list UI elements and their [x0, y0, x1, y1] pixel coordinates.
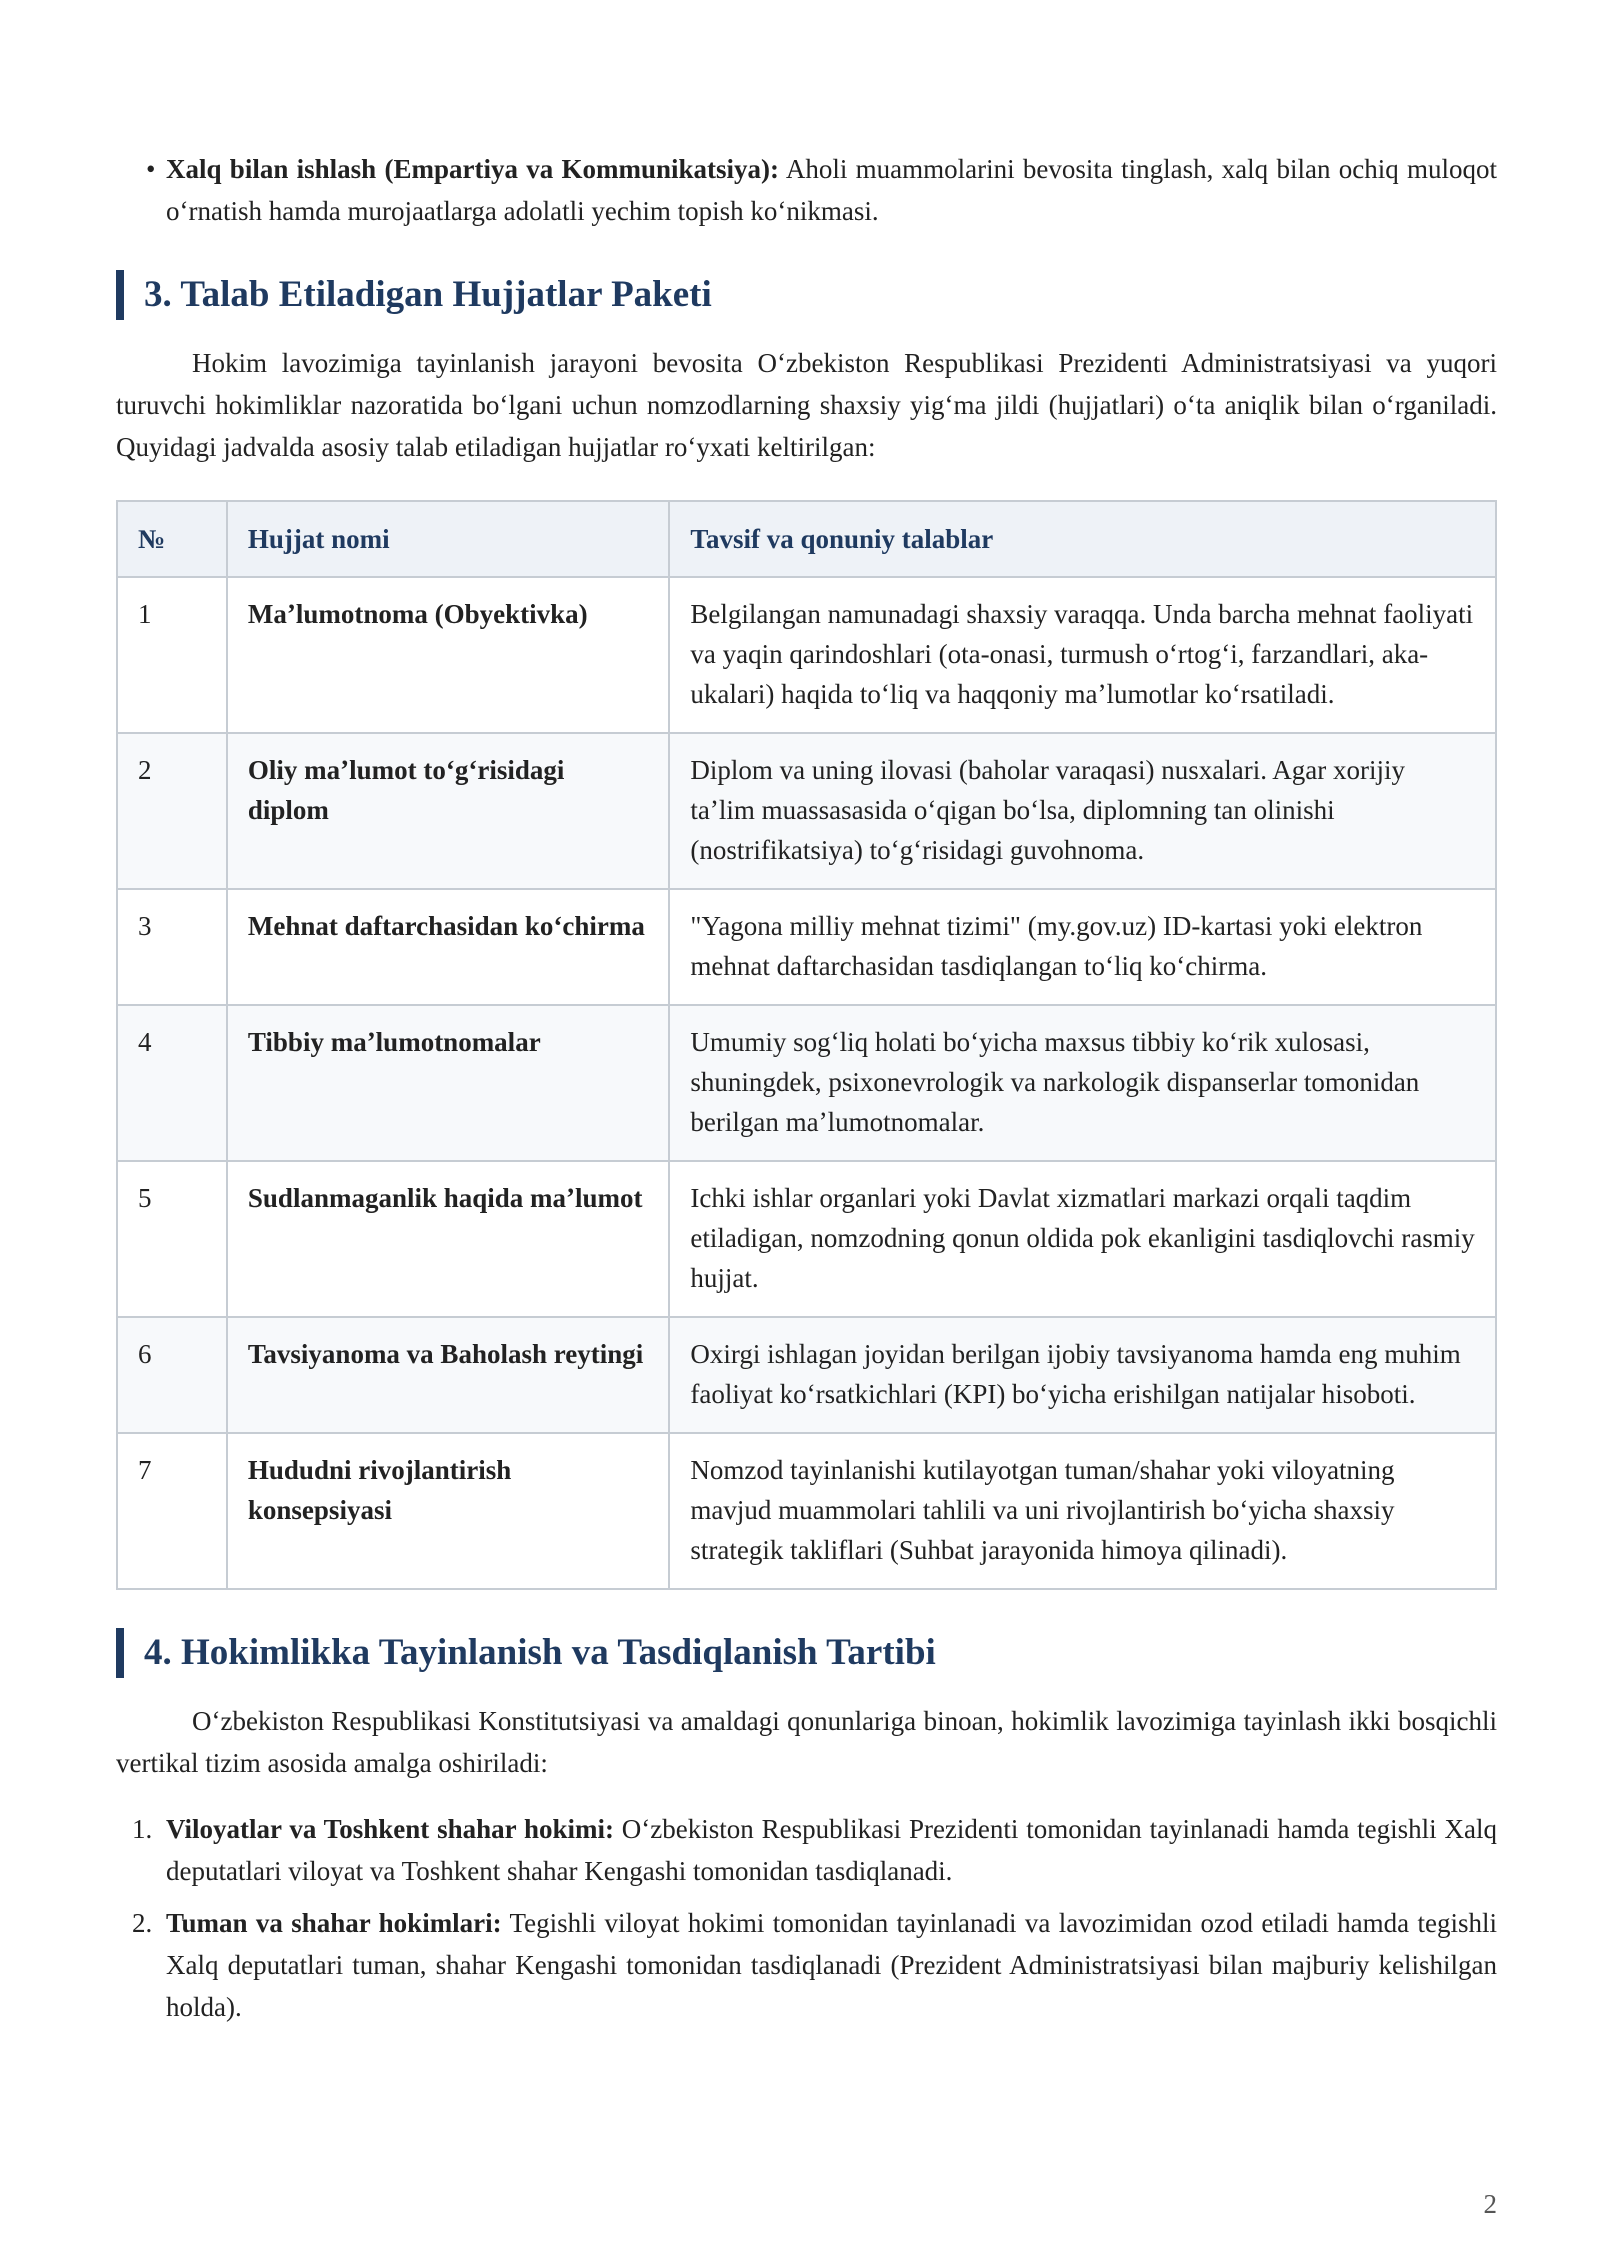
column-header-description: Tavsif va qonuniy talablar	[669, 501, 1496, 577]
section-4-paragraph: Oʻzbekiston Respublikasi Konstitutsiyasi va amaldagi qonunlariga binoan, hokimlik lavozimiga tayinlash ikki bosqichli vertikal tizim asosida amalga oshiriladi:	[116, 1706, 1497, 1778]
row-number: 2	[117, 733, 227, 889]
document-description: Nomzod tayinlanishi kutilayotgan tuman/shahar yoki viloyatning mavjud muammolari tahlili va uni rivojlantirish boʻyicha shaxsiy strategik takliflari (Suhbat jarayonida himoya qilinadi).	[669, 1433, 1496, 1589]
table-row	[117, 1161, 1496, 1317]
bullet-marker: •	[146, 154, 156, 184]
column-header-number: №	[117, 501, 227, 577]
list-item-term: Viloyatlar va Toshkent shahar hokimi:	[166, 1814, 614, 1844]
page-number: 2	[1483, 2189, 1497, 2219]
list-item-text: Oʻzbekiston Respublikasi Prezidenti tomonidan tayinlanadi hamda tegishli Xalq deputatlari viloyat va Toshkent shahar Kengashi tomonidan tasdiqlanadi.	[166, 1814, 1497, 1886]
document-name: Oliy maʼlumot toʻgʻrisidagi diplom	[227, 733, 670, 889]
bullet-term: Xalq bilan ishlash (Empartiya va Kommunikatsiya):	[166, 154, 780, 184]
row-number: 1	[117, 577, 227, 733]
row-number: 6	[117, 1317, 227, 1433]
table-header-row	[117, 501, 1496, 577]
list-number: 2.	[132, 1908, 153, 1938]
row-number: 4	[117, 1005, 227, 1161]
document-description: Umumiy sogʻliq holati boʻyicha maxsus tibbiy koʻrik xulosasi, shuningdek, psixonevrologik va narkologik dispanserlar tomonidan berilgan maʼlumotnomalar.	[669, 1005, 1496, 1161]
row-number: 3	[117, 889, 227, 1005]
section-3-heading: 3. Talab Etiladigan Hujjatlar Paketi	[116, 270, 1497, 320]
ordered-list-item	[116, 1902, 1497, 2028]
intro-bullet-item	[116, 148, 1497, 232]
bullet-text: Aholi muammolarini bevosita tinglash, xalq bilan ochiq muloqot oʻrnatish hamda murojaatlarga adolatli yechim topish koʻnikmasi.	[166, 154, 1498, 226]
list-item-text: Tegishli viloyat hokimi tomonidan tayinlanadi va lavozimidan ozod etiladi hamda tegishli Xalq deputatlari tuman, shahar Kengashi tomonidan tasdiqlanadi (Prezident Administratsiyasi bilan majburiy kelishilgan holda).	[166, 1908, 1498, 2022]
document-name: Tibbiy maʼlumotnomalar	[227, 1005, 670, 1161]
list-number: 1.	[132, 1814, 153, 1844]
document-name: Sudlanmaganlik haqida maʼlumot	[227, 1161, 670, 1317]
list-item-term: Tuman va shahar hokimlari:	[166, 1908, 502, 1938]
document-description: Oxirgi ishlagan joyidan berilgan ijobiy tavsiyanoma hamda eng muhim faoliyat koʻrsatkichlari (KPI) boʻyicha erishilgan natijalar hisoboti.	[669, 1317, 1496, 1433]
table-row	[117, 1433, 1496, 1589]
document-description: Diplom va uning ilovasi (baholar varaqasi) nusxalari. Agar xorijiy taʼlim muassasasida oʻqigan boʻlsa, diplomning tan olinishi (nostrifikatsiya) toʻgʻrisidagi guvohnoma.	[669, 733, 1496, 889]
section-4-heading: 4. Hokimlikka Tayinlanish va Tasdiqlanish Tartibi	[116, 1628, 1497, 1678]
table-row	[117, 733, 1496, 889]
column-header-document-name: Hujjat nomi	[227, 501, 670, 577]
section-3-paragraph: Hokim lavozimiga tayinlanish jarayoni bevosita Oʻzbekiston Respublikasi Prezidenti Administratsiyasi va yuqori turuvchi hokimliklar nazoratida boʻlgani uchun nomzodlarning shaxsiy yigʻma jildi (hujjatlari) oʻta aniqlik bilan oʻrganiladi. Quyidagi jadvalda asosiy talab etiladigan hujjatlar roʻyxati keltirilgan:	[116, 348, 1497, 462]
ordered-list-item	[116, 1808, 1497, 1892]
table-row	[117, 889, 1496, 1005]
document-name: Mehnat daftarchasidan koʻchirma	[227, 889, 670, 1005]
document-description: Ichki ishlar organlari yoki Davlat xizmatlari markazi orqali taqdim etiladigan, nomzodning qonun oldida pok ekanligini tasdiqlovchi rasmiy hujjat.	[669, 1161, 1496, 1317]
document-name: Tavsiyanoma va Baholash reytingi	[227, 1317, 670, 1433]
document-description: Belgilangan namunadagi shaxsiy varaqqa. Unda barcha mehnat faoliyati va yaqin qarindoshlari (ota-onasi, turmush oʻrtogʻi, farzandlari, aka-ukalari) haqida toʻliq va haqqoniy maʼlumotlar koʻrsatiladi.	[669, 577, 1496, 733]
document-name: Maʼlumotnoma (Obyektivka)	[227, 577, 670, 733]
document-description: "Yagona milliy mehnat tizimi" (my.gov.uz) ID-kartasi yoki elektron mehnat daftarchasidan tasdiqlangan toʻliq koʻchirma.	[669, 889, 1496, 1005]
table-row	[117, 577, 1496, 733]
table-row	[117, 1317, 1496, 1433]
table-row	[117, 1005, 1496, 1161]
documents-table	[116, 500, 1497, 1590]
document-page	[116, 148, 1497, 2028]
document-name: Hududni rivojlantirish konsepsiyasi	[227, 1433, 670, 1589]
row-number: 7	[117, 1433, 227, 1589]
row-number: 5	[117, 1161, 227, 1317]
